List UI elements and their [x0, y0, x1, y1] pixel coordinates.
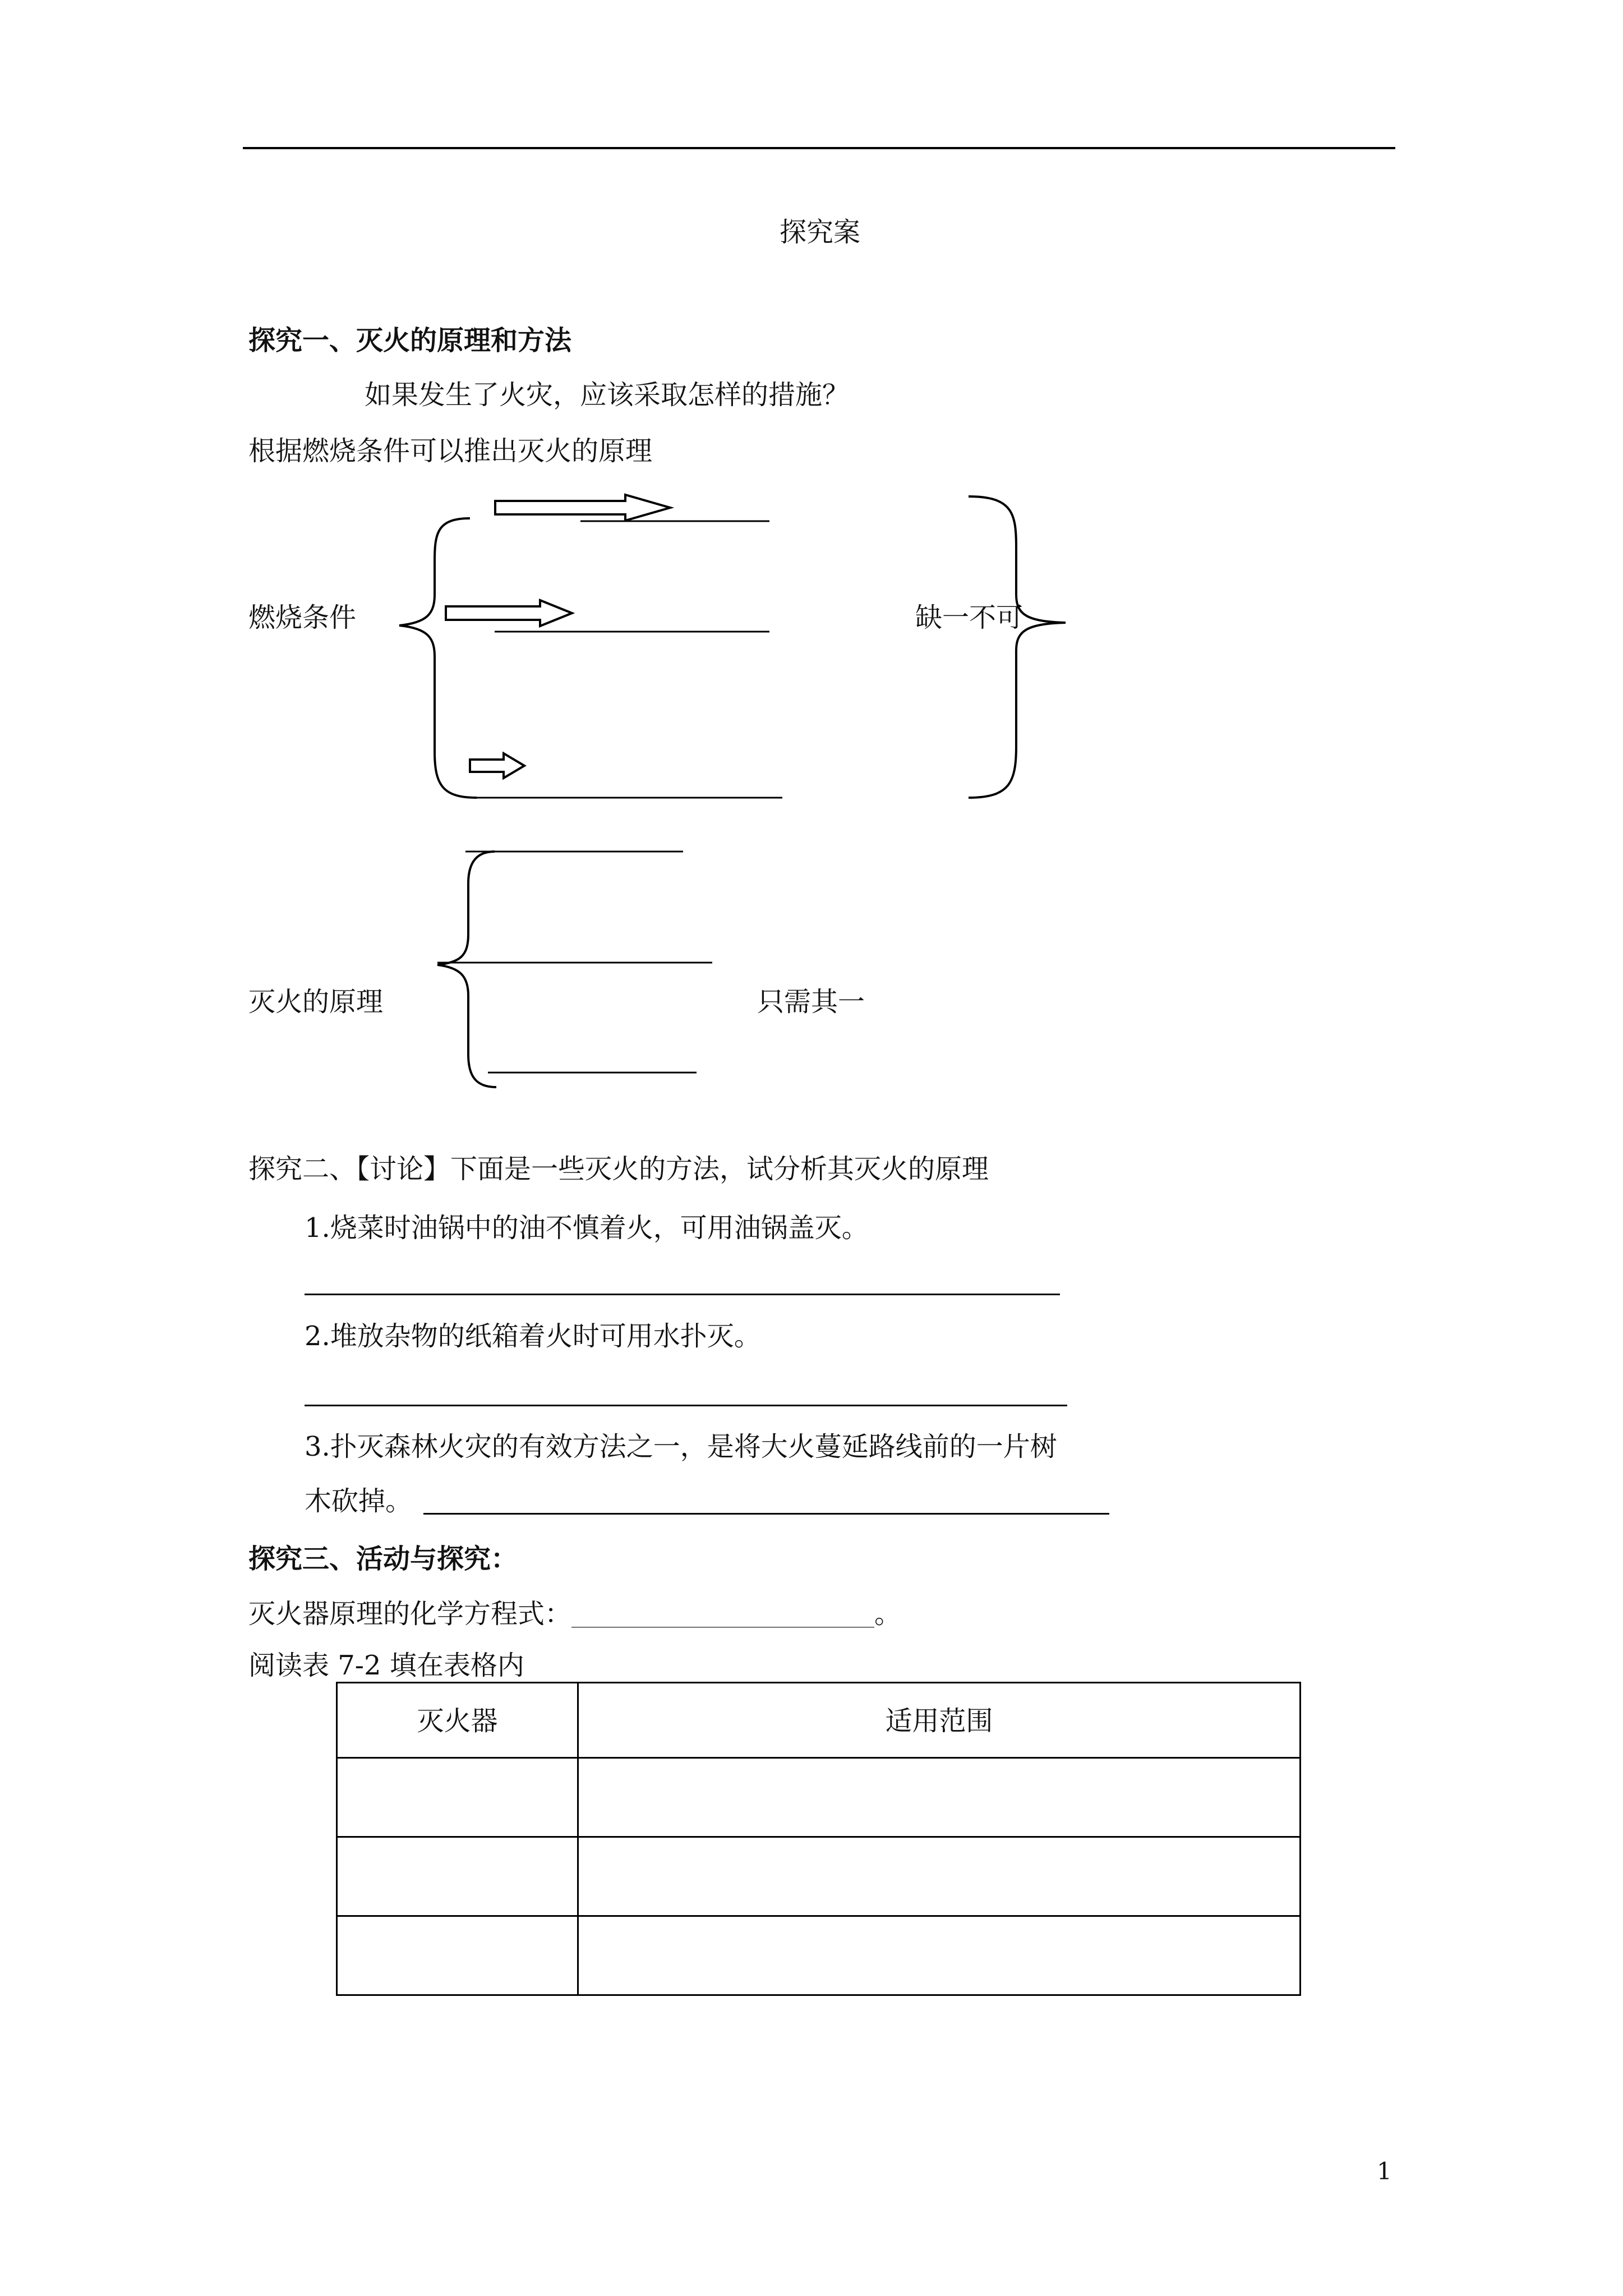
arrow-icon [470, 753, 524, 778]
table-cell[interactable] [578, 1916, 1301, 1995]
equation-label-text: 灭火器原理的化学方程式： [248, 1598, 572, 1630]
equation-blank[interactable]: ______________________________ [571, 1605, 875, 1628]
extinguisher-table [336, 1682, 1301, 1996]
table-intro: 阅读表 7-2 填在表格内 [248, 1650, 524, 1681]
discussion-item-3-cont: 木砍掉。 [305, 1485, 413, 1517]
equation-label [248, 1598, 902, 1630]
table-row [337, 1837, 1301, 1916]
extinguish-label: 灭火的原理 [248, 986, 384, 1018]
answer-line-1[interactable] [305, 1294, 1060, 1295]
table-cell[interactable] [337, 1758, 578, 1837]
extinguish-brace [437, 852, 496, 1087]
discussion-item-3: 3.扑灭森林火灾的有效方法之一，是将大火蔓延路线前的一片树 [305, 1431, 1057, 1462]
answer-line-3[interactable] [423, 1513, 1109, 1515]
only-one-label: 只需其一 [757, 986, 865, 1018]
page-title: 探究案 [780, 217, 861, 248]
combustion-label: 燃烧条件 [248, 602, 357, 633]
section3-heading: 探究三、活动与探究： [248, 1543, 518, 1575]
header-extinguisher: 灭火器 [337, 1683, 578, 1758]
table-header-row [337, 1683, 1301, 1758]
left-brace [399, 518, 477, 798]
section1-heading: 探究一、灭火的原理和方法 [248, 325, 572, 356]
discussion-item-2: 2.堆放杂物的纸箱着火时可用水扑灭。 [305, 1320, 761, 1352]
page-number: 1 [1377, 2157, 1392, 2185]
right-brace [969, 496, 1066, 798]
table-cell[interactable] [578, 1837, 1301, 1916]
arrow-icon [446, 600, 572, 626]
section2-heading: 探究二、【讨论】下面是一些灭火的方法，试分析其灭火的原理 [248, 1153, 989, 1185]
table-row [337, 1758, 1301, 1837]
answer-line-2[interactable] [305, 1405, 1067, 1406]
section1-question: 如果发生了火灾，应该采取怎样的措施？ [365, 379, 850, 411]
equation-end: 。 [874, 1598, 902, 1630]
table-cell[interactable] [337, 1837, 578, 1916]
table-cell[interactable] [578, 1758, 1301, 1837]
table-row [337, 1916, 1301, 1995]
header-scope: 适用范围 [578, 1683, 1301, 1758]
section1-intro: 根据燃烧条件可以推出灭火的原理 [248, 435, 653, 467]
all-required-label: 缺一不可 [915, 602, 1023, 633]
discussion-item-1: 1.烧菜时油锅中的油不慎着火，可用油锅盖灭。 [305, 1212, 869, 1244]
table-cell[interactable] [337, 1916, 578, 1995]
arrow-icon [495, 495, 670, 521]
